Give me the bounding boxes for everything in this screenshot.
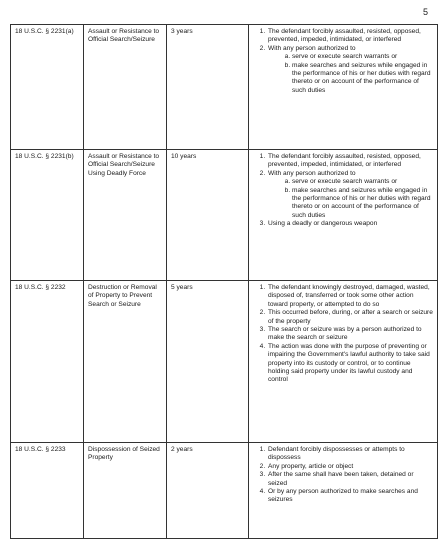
penalty-cell: 2 years	[167, 443, 249, 539]
table-row	[11, 443, 438, 539]
elements-cell	[249, 443, 438, 539]
penalty-cell: 3 years	[167, 25, 249, 150]
list-item: 3. After the same shall have been taken, detained or seized	[267, 471, 433, 488]
statute-cell: 18 U.S.C. § 2231(b)	[11, 150, 84, 281]
list-item: 4. Or by any person authorized to make searches and seizures	[267, 488, 433, 505]
statute-cell: 18 U.S.C. § 2233	[11, 443, 84, 539]
list-item: b. make searches and seizures while engaged in the performance of his or her duties with regard thereto or on account of the performance of such duties	[292, 187, 433, 221]
list-item: b. make searches and seizures while engaged in the performance of his or her duties with regard thereto or on account of the performance of such duties	[292, 62, 433, 96]
elements-cell	[249, 150, 438, 281]
list-item: 1. The defendant forcibly assaulted, resisted, opposed, prevented, impeded, intimidated, or interfered	[267, 28, 433, 45]
list-item: 1. Defendant forcibly dispossesses or attempts to dispossess	[267, 446, 433, 463]
table-row	[11, 150, 438, 281]
list-item-text: With any person authorized to	[268, 169, 356, 177]
elements-list	[253, 28, 433, 95]
list-item: 3. The search or seizure was by a person authorized to make the search or seizure	[267, 326, 433, 343]
list-item: 4. The action was done with the purpose of preventing or impairing the Government's lawful authority to take said property into its custody or control, or to continue holding said property under its lawful custody and control	[267, 343, 433, 385]
statutes-table	[10, 24, 438, 539]
list-item	[267, 170, 433, 220]
elements-list	[253, 284, 433, 385]
list-item: 2. Any property, article or object	[267, 463, 433, 471]
penalty-cell: 5 years	[167, 281, 249, 443]
elements-cell	[249, 281, 438, 443]
sub-elements-list	[268, 53, 433, 95]
list-item: 3. Using a deadly or dangerous weapon	[267, 220, 433, 228]
elements-cell	[249, 25, 438, 150]
list-item	[267, 45, 433, 95]
list-item: a. serve or execute search warrants or	[292, 178, 433, 186]
list-item: 1. The defendant knowingly destroyed, damaged, wasted, disposed of, transferred or took some other action toward property, or attempted to do so	[267, 284, 433, 309]
sub-elements-list	[268, 178, 433, 220]
statute-cell: 18 U.S.C. § 2231(a)	[11, 25, 84, 150]
list-item: a. serve or execute search warrants or	[292, 53, 433, 61]
statute-cell: 18 U.S.C. § 2232	[11, 281, 84, 443]
table-row	[11, 25, 438, 150]
list-item-text: With any person authorized to	[268, 44, 356, 52]
list-item: 2. This occurred before, during, or after a search or seizure of the property	[267, 309, 433, 326]
offense-cell: Dispossession of Seized Property	[84, 443, 167, 539]
penalty-cell: 10 years	[167, 150, 249, 281]
elements-list	[253, 446, 433, 505]
offense-cell: Destruction or Removal of Property to Prevent Search or Seizure	[84, 281, 167, 443]
offense-cell: Assault or Resistance to Official Search/Seizure Using Deadly Force	[84, 150, 167, 281]
table-row	[11, 281, 438, 443]
page-number: 5	[423, 7, 429, 17]
elements-list	[253, 153, 433, 229]
offense-cell: Assault or Resistance to Official Search/Seizure	[84, 25, 167, 150]
list-item: 1. The defendant forcibly assaulted, resisted, opposed, prevented, impeded, intimidated, or interfered	[267, 153, 433, 170]
